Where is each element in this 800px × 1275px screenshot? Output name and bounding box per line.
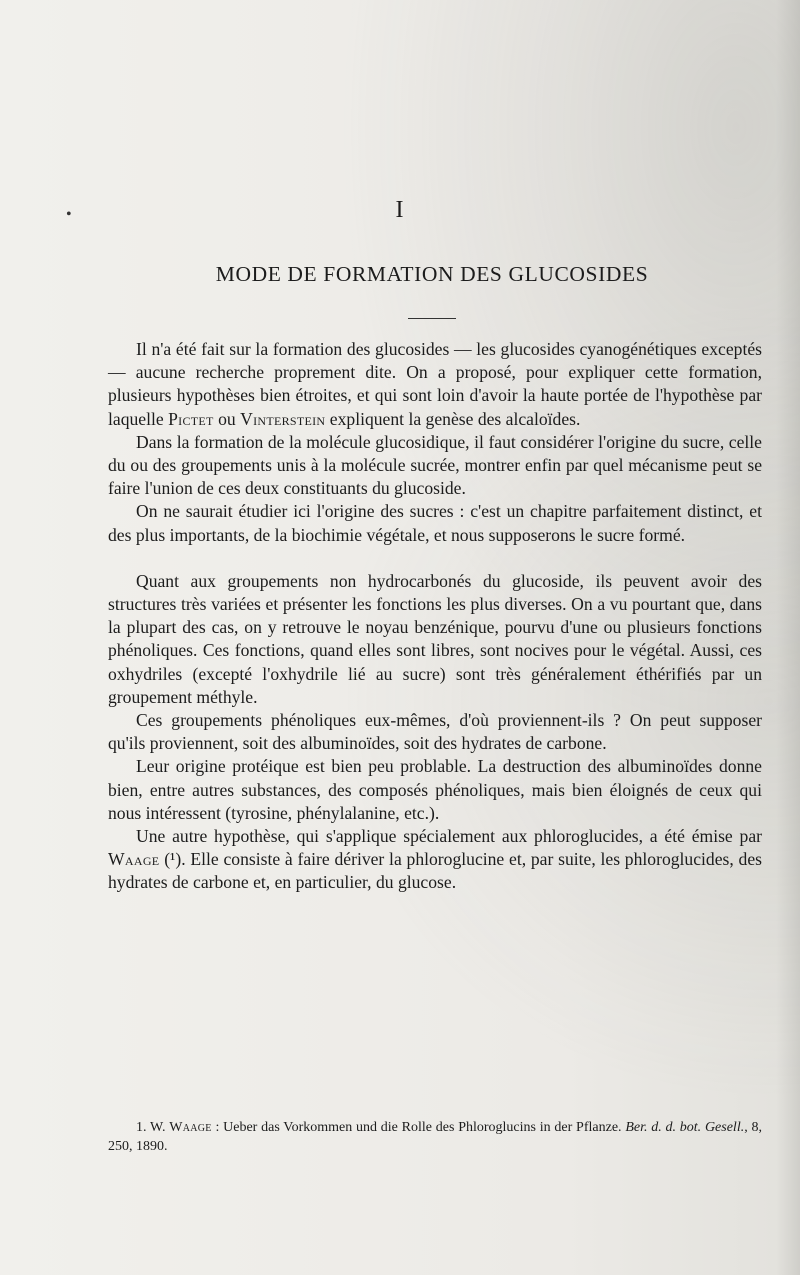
chapter-number-text: I — [395, 197, 405, 223]
paragraph-4: Quant aux groupements non hydrocarbonés du glucoside, ils peuvent avoir des structures très variées et présenter les fonctions les plus diverses. On a vu pourtant que, dans la plupart des cas, on y retrouve le noyau benzénique, pourvu d'une ou plusieurs fonctions phénoliques. Ces fonctions, quand elles sont libres, sont nocives pour le végétal. Aussi, ces oxhydriles (excepté l'oxhydrile lié au sucre) sont très généralement éthérifiés par un groupement méthyle. — [108, 570, 762, 707]
footnote-journal: Ber. d. d. bot. Gesell. — [625, 1120, 745, 1135]
title-divider — [408, 318, 456, 319]
author-name-pictet: Pictet — [168, 408, 214, 429]
paragraph-3: On ne saurait étudier ici l'origine des sucres : c'est un chapitre parfaitement distinct, et des plus importants, de la biochimie végétale, et nous supposerons le sucre formé. — [108, 501, 762, 545]
author-name-vinterstein: Vinterstein — [240, 408, 326, 429]
paragraph-7-text-a: Une autre hypothèse, qui s'applique spécialement aux phloroglucides, a été émise par — [136, 826, 762, 847]
footnote-number: 1. W. — [136, 1120, 170, 1135]
paragraph-2: Dans la formation de la molécule glucosidique, il faut considérer l'origine du sucre, celle du ou des groupements unis à la molécule sucrée, montrer enfin par quel mécanisme peut se faire l'union de ces deux constituants du glucoside. — [108, 431, 762, 499]
paragraph-1-text-c: expliquent la genèse des alcaloïdes. — [325, 408, 581, 429]
paragraph-1-text-a: Il n'a été fait sur la formation des glucosides — les glucosides cyanogénétiques exceptés — aucune recherche proprement dite. On a proposé, pour expliquer cette formation, plusieurs hypothèses bien étroites, et qui sont loin d'avoir la haute portée de l'hypothèse par laquelle — [108, 339, 762, 429]
author-name-waage: Waage — [108, 849, 160, 870]
paragraph-6: Leur origine protéique est bien peu problable. La destruction des albuminoïdes donne bien, entre autres substances, des composés phénoliques, mais bien éloignés de ceux qui nous intéressent (tyrosine, phénylalanine, etc.). — [108, 756, 762, 823]
footnote — [108, 1118, 762, 1156]
paragraph-7 — [108, 825, 762, 895]
paragraph-1-text-b: ou — [213, 408, 241, 429]
footnote-text: : Ueber das Vorkommen und die Rolle des Phloroglucins in der Pflanze. — [211, 1120, 626, 1135]
page-edge-shadow — [776, 0, 800, 1275]
chapter-number — [52, 196, 800, 224]
margin-dot: • — [66, 206, 72, 223]
paragraph-5: Ces groupements phénoliques eux-mêmes, d'où proviennent-ils ? On peut supposer qu'ils proviennent, soit des albuminoïdes, soit des hydrates de carbone. — [108, 710, 762, 754]
footnote-citation: , 8, 250, 1890. — [108, 1120, 762, 1154]
footnote-1 — [108, 1118, 762, 1156]
paragraph-1 — [108, 338, 762, 431]
footnote-reference: (¹) — [159, 849, 182, 870]
chapter-title: MODE DE FORMATION DES GLUCOSIDES — [215, 262, 649, 286]
paragraph-gap — [108, 547, 762, 570]
paragraph-7-text-b: . Elle consiste à faire dériver la phloroglucine et, par suite, les phloroglucides, des hydrates de carbone et, en particulier, du glucose. — [108, 849, 762, 893]
body-text — [108, 338, 762, 895]
footnote-author: Waage — [169, 1120, 212, 1135]
